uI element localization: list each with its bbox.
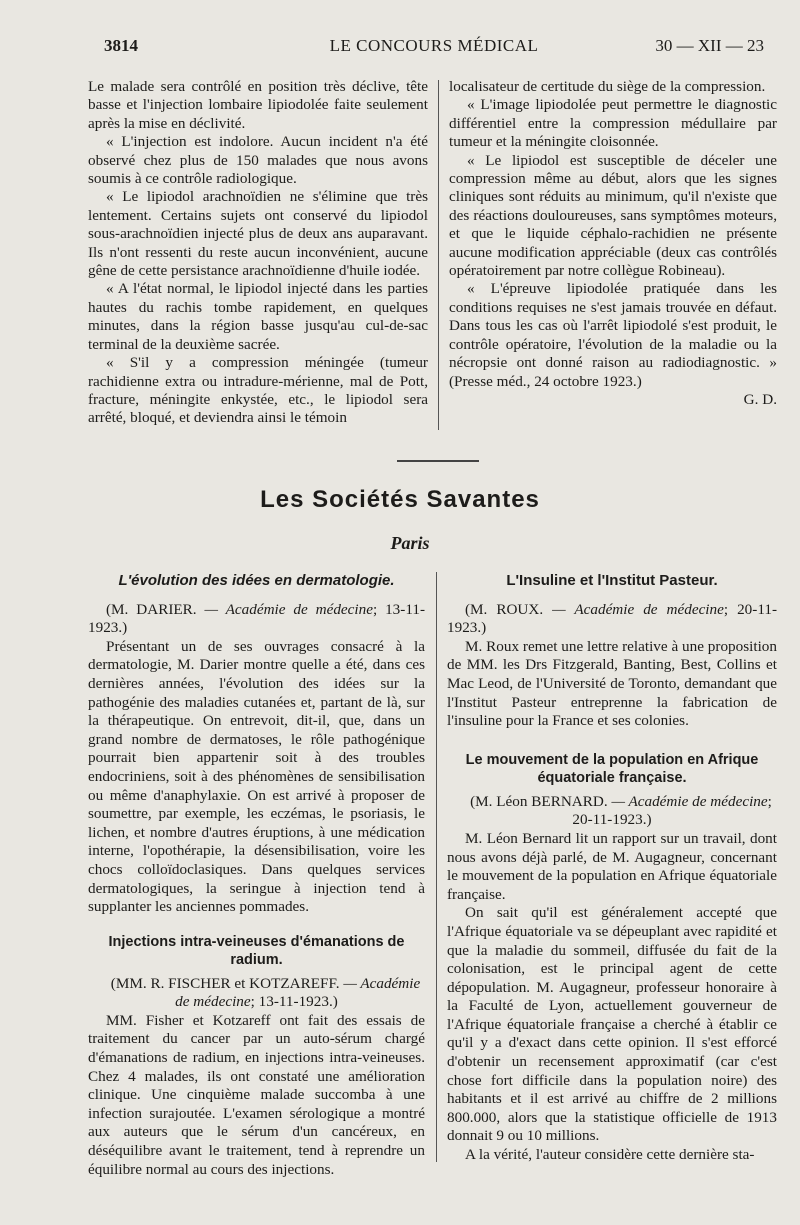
paragraph: « Le lipiodol est susceptible de déceler une compression même au début, alors que les signes cliniques sont réduits au minimum, qu'il n'existe que des réactions douloureuses, sans symptômes moteurs, et que le liquide céphalo-rachidien ne présente aucune modification appréciable (deux cas contrôlés opératoirement par notre collègue Robineau). xyxy=(449,151,777,280)
page-header xyxy=(104,36,764,60)
ref-date: ; 20-11-1923.) xyxy=(447,600,777,637)
ref-date: ; 13-11-1923.) xyxy=(88,600,426,637)
article-reference xyxy=(447,793,777,830)
article-title: L'Insuline et l'Institut Pasteur. xyxy=(506,572,718,589)
issue-date: 30 — XII — 23 xyxy=(655,36,764,55)
ref-author: (M. ROUX. xyxy=(465,600,544,618)
paragraph: « L'image lipiodolée peut permettre le diagnostic différentiel entre la compression médullaire par tumeur et la méningite cloisonnée. xyxy=(449,96,777,151)
paragraph: « S'il y a compression méningée (tumeur rachidienne extra ou intradure-mérienne, mal de Pott, fracture, méningite enkystée, etc., le lipiodol sera arrêté, bloqué, et deviendra ainsi le témoin xyxy=(88,354,428,427)
article-title: Injections intra-veineuses d'émanations de radium. xyxy=(108,933,405,968)
paragraph: M. Léon Bernard lit un rapport sur un travail, dont nous avons déjà parlé, de M. Augagneur, concernant le mouvement de la population en Afrique équatoriale française. xyxy=(447,829,777,903)
paragraph: On sait qu'il est généralement accepté que l'Afrique équatoriale va se dépeuplant avec rapidité et que la maladie du sommeil, diffusée du fait de la colonisation, est le principal agent de cette dépopulation. M. Augagneur, professeur honoraire à la Faculté de Lyon, actuellement gouverneur de l'Afrique équatoriale française a cherché à établir ce qu'il y a d'exact dans cette opinion. Il s'est efforcé d'obtenir un recensement approximatif (car c'est chose fort difficile dans la population noire) des habitants et il est arrivé au chiffre de 2 millions 800.000, alors que la statistique officielle de 1913 donnait 9 ou 10 millions. xyxy=(447,904,777,1145)
paragraph: A la vérité, l'auteur considère cette dernière sta- xyxy=(465,1146,755,1164)
article-reference xyxy=(88,601,425,638)
paragraph: Présentant un de ses ouvrages consacré à la dermatologie, M. Darier montre quelle a été, dans ces dernières années, l'évolution des idées sur la pathogénie des maladies cutanées et, partant de là, sur la thérapeutique. On entrevoit, dit-il, que, dans un grand nombre de dermatoses, le rôle pathogénique pourrait bien appartenir soit à des troubles endocriniens, soit à des phénomènes de sensibilisation ou même d'anaphylaxie. On est arrivé à proposer de soumettre, par exemple, les eczémas, le psoriasis, le lichen, et nombre d'autres éruptions, à une médication interne, l'opothérapie, la désensibilisation, voire les chocs colloïdoclasiques. Dans quelques services dermatologiques, la seringue à injection tend à supplanter les anciennes pommades. xyxy=(88,637,425,916)
journal-title: LE CONCOURS MÉDICAL xyxy=(329,36,539,55)
ref-academy: — Académie de médecine xyxy=(611,792,768,810)
section-city: Paris xyxy=(390,533,430,553)
paragraph: M. Roux remet une lettre relative à une proposition de MM. les Drs Fitzgerald, Banting, Best, Collins et Mac Leod, de l'Université de Toronto, demandant que l'Institut Pasteur entreprenne la fabrication de l'insuline pour la France et ses colonies. xyxy=(447,637,777,730)
paragraph: localisateur de certitude du siège de la compression. xyxy=(449,78,766,95)
ref-author: (MM. R. FISCHER et KOTZAREFF. xyxy=(110,974,340,992)
article-reference xyxy=(447,601,777,638)
top-left-column xyxy=(88,78,428,428)
paragraph: « A l'état normal, le lipiodol injecté dans les parties hautes du rachis tombe rapidement, en quelques minutes, dans la région basse jusqu'au cul-de-sac terminal de la deuxième sacrée. xyxy=(88,280,428,353)
section-separator xyxy=(397,460,479,462)
paragraph: « L'injection est indolore. Aucun incident n'a été observé chez plus de 150 malades que nous avons soumis à ce contrôle radiologique. xyxy=(88,133,428,188)
paragraph: MM. Fisher et Kotzareff ont fait des essais de traitement du cancer par un auto-sérum chargé d'émanations de radium, en injections intra-veineuses. Chez 4 malades, ils ont constaté une amélioration clinique. Une cinquième malade succomba à une infection surajoutée. L'examen sérologique a montré aux auteurs que le sérum d'un cancéreux, en déséquilibre avant le traitement, tend à reprendre un équilibre normal au cours des injections. xyxy=(88,1011,425,1178)
ref-author: (M. DARIER. xyxy=(106,600,197,618)
column-divider xyxy=(436,572,437,1162)
signature: G. D. xyxy=(743,390,777,408)
ref-academy: — Académie de médecine xyxy=(175,974,421,1011)
ref-academy: — Académie de médecine xyxy=(204,600,373,618)
article-title: L'évolution des idées en dermatologie. xyxy=(118,572,395,589)
column-divider xyxy=(438,80,439,430)
paragraph: « L'épreuve lipiodolée pratiquée dans les conditions requises ne s'est jamais trouvée en défaut. Dans tous les cas où l'arrêt lipiodolé s'est produit, le contrôle opératoire, l'évolution de la maladie ou la nécropsie ont donné raison au radiodiagnostic. » (Presse méd., 24 octobre 1923.) xyxy=(449,280,777,390)
article-title: Le mouvement de la population en Afrique équatoriale française. xyxy=(465,751,759,786)
page-number: 3814 xyxy=(104,36,138,55)
paragraph: « Le lipiodol arachnoïdien ne s'élimine que très lentement. Certains sujets ont conservé du lipiodol sous-arachnoïdien injecté plus de deux ans auparavant. Ils n'ont ressenti du reste aucun inconvénient, aucune gêne de cette persistance arachnoïdienne d'huile iodée. xyxy=(88,188,428,280)
lower-left-column xyxy=(88,572,425,1179)
paragraph: Le malade sera contrôlé en position très déclive, tête basse et l'injection lombaire lipiodolée faite seulement après la mise en déclivité. xyxy=(88,78,428,132)
top-right-column xyxy=(449,78,777,409)
ref-date: ; 13-11-1923.) xyxy=(250,993,338,1011)
article-reference xyxy=(88,975,425,1012)
ref-author: (M. Léon BERNARD. xyxy=(470,792,608,810)
ref-academy: — Académie de médecine xyxy=(552,600,724,618)
ref-date: ; 20-11-1923.) xyxy=(572,792,772,829)
section-title: Les Sociétés Savantes xyxy=(260,486,540,513)
lower-right-column xyxy=(447,572,777,1165)
